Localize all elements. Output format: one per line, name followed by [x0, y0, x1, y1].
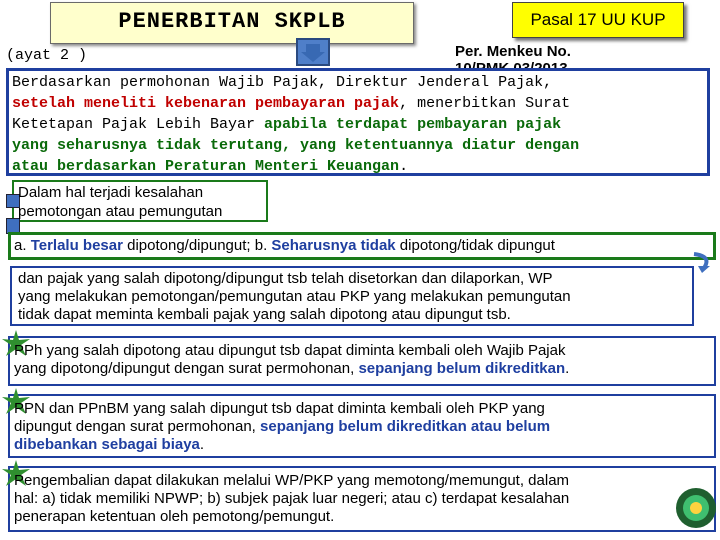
- ab-a-bold: Terlalu besar: [30, 237, 123, 254]
- row-2-line-1: PPN dan PPnBM yang salah dipungut tsb dapat diminta kembali oleh PKP yang: [14, 400, 545, 417]
- row-1-line-2-b: sepanjang belum dikreditkan: [358, 360, 566, 377]
- kesalahan-line-2: pemotongan atau pemungutan: [18, 203, 223, 220]
- row-2-line-3: [14, 436, 714, 454]
- row-2-text: [14, 400, 714, 454]
- main-line-4: yang seharusnya tidak terutang, yang ketentuannya diatur dengan: [12, 137, 580, 154]
- row-2-line-2-a: dipungut dengan surat permohonan,: [14, 418, 261, 435]
- ab-b-bold: Seharusnya tidak: [271, 237, 396, 254]
- row-2-line-2-b: sepanjang belum dikreditkan atau belum: [260, 418, 551, 435]
- row-1-line-2: [14, 360, 714, 378]
- para-line-1: dan pajak yang salah dipotong/dipungut tsb telah disetorkan dan dilaporkan, WP: [18, 270, 553, 287]
- para-line-3: tidak dapat meminta kembali pajak yang salah dipotong atau dipungut tsb.: [18, 306, 511, 323]
- kesalahan-line-1: Dalam hal terjadi kesalahan: [18, 184, 204, 201]
- ab-a-rest: dipotong/dipungut; b.: [122, 237, 272, 254]
- main-line-5-green: atau berdasarkan Peraturan Menteri Keuangan: [12, 158, 400, 175]
- row-3-line-3: penerapan ketentuan oleh pemotong/pemungut.: [14, 508, 335, 525]
- ab-text: [14, 237, 714, 254]
- row-2-line-3-end: .: [199, 436, 205, 453]
- main-paragraph: [12, 72, 704, 177]
- main-line-5: [12, 156, 704, 177]
- pasal-box: [512, 2, 684, 38]
- main-line-3-a: Ketetapan Pajak Lebih Bayar: [12, 116, 265, 133]
- ayat-label: (ayat 2 ): [6, 47, 88, 64]
- row-1-line-2-a: yang dipotong/dipungut dengan surat permohonan,: [14, 360, 359, 377]
- main-line-2: [12, 93, 704, 114]
- row-1-text: [14, 342, 714, 378]
- row-1-line-1: PPh yang salah dipotong atau dipungut tsb dapat diminta kembali oleh Wajib Pajak: [14, 342, 566, 359]
- row-2-line-3-b: dibebankan sebagai biaya: [14, 436, 200, 453]
- row-3-line-2: hal: a) tidak memiliki NPWP; b) subjek pajak luar negeri; atau c) terdapat kesalahan: [14, 490, 570, 507]
- title-box: [50, 2, 414, 44]
- page-title: PENERBITAN SKPLB: [118, 9, 346, 34]
- main-line-5-end: .: [399, 158, 409, 175]
- pasal-label: Pasal 17 UU KUP: [530, 10, 666, 29]
- main-line-2-red: setelah meneliti kebenaran pembayaran pajak: [12, 95, 400, 112]
- main-line-3-green: apabila terdapat pembayaran pajak: [264, 116, 562, 133]
- para-line-2: yang melakukan pemotongan/pemungutan atau PKP yang melakukan pemungutan: [18, 288, 571, 305]
- paragraph-text: [18, 270, 694, 324]
- main-line-3: [12, 114, 704, 135]
- ab-a-prefix: a.: [14, 237, 31, 254]
- row-1-line-2-end: .: [565, 360, 570, 377]
- kesalahan-text: [18, 183, 268, 221]
- row-3-line-1: Pengembalian dapat dilakukan melalui WP/PKP yang memotong/memungut, dalam: [14, 472, 570, 489]
- ab-b-rest: dipotong/tidak dipungut: [395, 237, 555, 254]
- row-2-line-2: [14, 418, 714, 436]
- permen-line-1: Per. Menkeu No.: [455, 43, 571, 60]
- row-3-text: [14, 472, 714, 526]
- main-line-1: Berdasarkan permohonan Wajib Pajak, Direktur Jenderal Pajak,: [12, 74, 553, 91]
- decorative-logo-icon: [660, 478, 718, 536]
- down-arrow-icon: [296, 38, 330, 66]
- main-line-2-rest: , menerbitkan Surat: [399, 95, 571, 112]
